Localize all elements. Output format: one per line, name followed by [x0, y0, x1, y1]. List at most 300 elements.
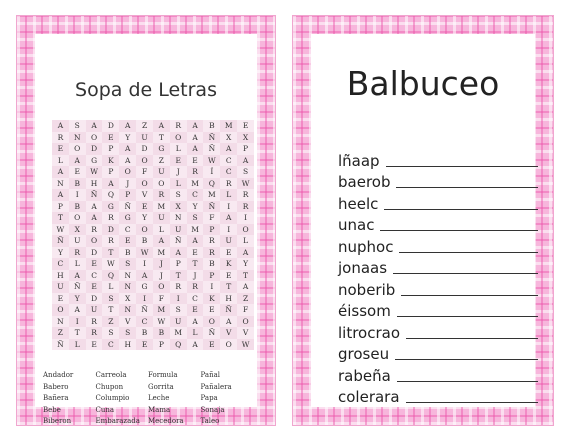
grid-cell: V	[242, 328, 249, 337]
grid-cell: O	[158, 178, 165, 188]
grid-cell: Z	[102, 316, 119, 328]
grid-cell: Q	[170, 339, 187, 351]
grid-cell: U	[220, 235, 237, 247]
grid-cell: E	[170, 155, 187, 167]
grid-cell: W	[237, 339, 254, 351]
grid-cell: J	[153, 258, 170, 270]
grid-row	[52, 166, 254, 178]
grid-cell: T	[108, 305, 114, 314]
grid-cell: U	[52, 281, 69, 293]
grid-cell: C	[220, 166, 237, 178]
grid-row	[52, 143, 254, 155]
word-list-item: Sonaja	[200, 405, 225, 414]
grid-cell: T	[102, 247, 119, 259]
grid-cell: L	[69, 339, 86, 351]
answer-line	[401, 295, 538, 296]
grid-cell: Ñ	[174, 236, 182, 245]
grid-cell: O	[225, 339, 232, 349]
grid-cell: O	[136, 224, 153, 236]
grid-cell: H	[90, 178, 98, 188]
grid-cell: A	[220, 212, 237, 224]
scramble-panel	[311, 34, 535, 407]
grid-cell: K	[203, 293, 220, 305]
grid-cell: N	[174, 213, 182, 222]
grid-cell: R	[86, 327, 103, 339]
answer-line	[384, 209, 538, 210]
answer-line	[396, 187, 538, 188]
grid-cell: J	[126, 178, 130, 188]
grid-cell: R	[209, 236, 215, 245]
scramble-row	[338, 299, 538, 321]
grid-cell: R	[108, 213, 114, 222]
scrambled-word: heelc	[338, 194, 379, 213]
grid-row	[52, 201, 254, 213]
grid-cell: E	[225, 247, 232, 257]
grid-cell: O	[90, 132, 98, 142]
scramble-row	[338, 170, 538, 192]
grid-cell: X	[170, 201, 187, 213]
grid-cell: L	[74, 259, 80, 268]
grid-cell: E	[119, 235, 136, 247]
grid-cell: A	[52, 120, 69, 132]
grid-cell: S	[102, 293, 119, 305]
grid-cell: T	[52, 212, 69, 224]
grid-cell: R	[242, 190, 249, 199]
word-list-item: Bebe	[43, 405, 61, 414]
grid-cell: P	[203, 270, 220, 282]
grid-cell: N	[124, 270, 131, 280]
grid-cell: A	[237, 155, 254, 167]
grid-cell: Z	[237, 293, 254, 305]
grid-cell: A	[225, 316, 232, 326]
grid-cell: D	[86, 143, 103, 155]
grid-cell: R	[203, 247, 220, 259]
grid-cell: M	[208, 190, 216, 199]
grid-row	[52, 304, 254, 316]
grid-cell: E	[225, 270, 232, 280]
grid-cell: E	[136, 339, 153, 351]
grid-cell: Ñ	[124, 201, 131, 211]
grid-cell: B	[69, 178, 86, 190]
grid-cell: S	[119, 327, 136, 339]
grid-cell: F	[141, 167, 148, 176]
grid-cell: Ñ	[208, 328, 216, 337]
grid-row	[52, 224, 254, 236]
grid-cell: Y	[69, 293, 86, 305]
scramble-row	[338, 148, 538, 170]
grid-cell: S	[108, 328, 114, 337]
grid-cell: C	[187, 189, 204, 201]
grid-cell: O	[237, 224, 254, 236]
grid-cell: T	[237, 270, 254, 282]
grid-cell: Ñ	[220, 304, 237, 316]
grid-cell: O	[86, 235, 103, 247]
grid-cell: R	[69, 247, 86, 259]
grid-cell: B	[124, 247, 131, 257]
grid-cell: K	[102, 155, 119, 167]
grid-cell: Y	[125, 132, 131, 142]
grid-cell: V	[220, 327, 237, 339]
word-list-item: Pañal	[200, 371, 220, 379]
grid-cell: U	[153, 166, 170, 178]
grid-cell: O	[170, 132, 187, 144]
scramble-row	[338, 234, 538, 256]
grid-cell: P	[119, 189, 136, 201]
grid-cell: O	[203, 316, 220, 328]
answer-line	[380, 230, 538, 231]
grid-cell: E	[91, 339, 97, 349]
grid-cell: A	[69, 155, 86, 167]
scrambled-word: rabeña	[338, 366, 391, 385]
grid-cell: M	[191, 224, 199, 234]
grid-cell: D	[91, 293, 98, 303]
grid-cell: G	[91, 155, 98, 165]
grid-cell: K	[220, 258, 237, 270]
grid-cell: S	[175, 305, 181, 314]
grid-cell: N	[57, 178, 64, 188]
grid-cell: Ñ	[86, 189, 103, 201]
grid-cell: S	[187, 212, 204, 224]
word-list-item: Andador	[43, 371, 74, 379]
grid-cell: N	[69, 132, 86, 144]
word-list-item: Formula	[148, 371, 178, 379]
grid-cell: I	[75, 190, 79, 199]
grid-cell: W	[86, 166, 103, 178]
grid-cell: R	[153, 189, 170, 201]
word-list-item: Pañalera	[200, 382, 232, 391]
grid-cell: A	[91, 201, 97, 211]
grid-cell: C	[102, 339, 119, 351]
grid-cell: A	[74, 305, 80, 314]
grid-cell: O	[237, 316, 254, 328]
grid-cell: C	[225, 155, 232, 165]
grid-cell: R	[175, 121, 182, 130]
grid-row	[52, 155, 254, 167]
grid-cell: O	[74, 213, 81, 222]
word-list-item: Mecedora	[148, 417, 184, 425]
answer-line	[406, 402, 538, 403]
grid-cell: P	[57, 201, 63, 211]
grid-cell: T	[187, 258, 204, 270]
scrambled-word: groseu	[338, 345, 390, 363]
grid-cell: Y	[142, 213, 148, 222]
grid-cell: S	[119, 258, 136, 270]
grid-cell: B	[153, 327, 170, 339]
grid-cell: E	[57, 293, 64, 303]
scramble-row	[338, 385, 538, 407]
grid-cell: L	[187, 327, 204, 339]
grid-cell: A	[125, 155, 131, 165]
grid-cell: R	[108, 236, 114, 245]
grid-cell: L	[220, 189, 237, 201]
grid-cell: B	[141, 328, 148, 337]
grid-cell: A	[86, 212, 103, 224]
grid-cell: A	[52, 189, 69, 201]
grid-cell: Ñ	[73, 282, 81, 291]
grid-cell: A	[119, 120, 136, 132]
grid-cell: R	[91, 316, 97, 326]
grid-cell: I	[227, 224, 231, 234]
grid-cell: G	[102, 201, 119, 213]
scramble-row	[338, 277, 538, 299]
letter-grid	[52, 120, 254, 350]
grid-cell: E	[74, 167, 80, 176]
grid-cell: G	[153, 143, 170, 155]
grid-cell: I	[210, 282, 214, 291]
grid-cell: Ñ	[203, 132, 220, 144]
grid-cell: Q	[203, 178, 220, 190]
grid-row	[52, 327, 254, 339]
grid-cell: P	[243, 144, 249, 153]
grid-cell: Z	[52, 327, 69, 339]
grid-cell: A	[170, 247, 187, 259]
grid-cell: L	[158, 224, 164, 234]
grid-cell: C	[52, 258, 69, 270]
grid-cell: P	[203, 224, 220, 236]
grid-cell: U	[86, 304, 103, 316]
scramble-row	[338, 363, 538, 385]
grid-cell: I	[227, 201, 231, 211]
grid-cell: A	[187, 143, 204, 155]
grid-cell: D	[141, 144, 148, 153]
scrambled-word: noberib	[338, 280, 396, 299]
scrambled-word: litrocrao	[338, 323, 401, 342]
grid-cell: A	[187, 120, 204, 132]
grid-cell: W	[56, 224, 65, 234]
grid-cell: E	[209, 305, 215, 314]
grid-cell: S	[175, 190, 181, 199]
grid-cell: E	[192, 247, 198, 257]
grid-cell: V	[141, 190, 148, 199]
grid-cell: A	[153, 235, 170, 247]
grid-cell: E	[102, 132, 119, 144]
grid-cell: X	[237, 132, 254, 144]
grid-cell: Ñ	[208, 144, 216, 153]
grid-cell: E	[52, 143, 69, 155]
word-list-item: Columpio	[95, 394, 130, 402]
grid-cell: H	[225, 293, 232, 303]
word-list-item: Babero	[43, 382, 69, 391]
word-list-item: Papa	[200, 394, 218, 402]
grid-cell: M	[157, 247, 166, 257]
grid-cell: W	[203, 155, 220, 167]
grid-row	[52, 189, 254, 201]
grid-cell: M	[157, 201, 166, 211]
grid-cell: R	[225, 178, 232, 188]
grid-cell: O	[119, 166, 136, 178]
grid-cell: A	[153, 120, 170, 132]
grid-cell: J	[159, 270, 163, 280]
grid-row	[52, 258, 254, 270]
grid-cell: E	[242, 121, 249, 130]
grid-cell: D	[91, 247, 98, 257]
grid-row	[52, 212, 254, 224]
grid-row	[52, 178, 254, 190]
word-list-item: Carreola	[95, 371, 127, 379]
grid-cell: O	[136, 155, 153, 167]
scramble-row	[338, 320, 538, 342]
grid-cell: P	[158, 339, 164, 349]
grid-cell: W	[157, 316, 166, 326]
grid-cell: L	[175, 144, 181, 153]
grid-cell: S	[242, 167, 249, 176]
grid-cell: A	[192, 132, 198, 142]
scramble-title: Balbuceo	[346, 64, 500, 103]
grid-cell: F	[158, 293, 164, 303]
grid-cell: M	[153, 304, 170, 316]
grid-cell: E	[187, 304, 204, 316]
grid-cell: H	[124, 339, 131, 349]
word-list-item: Gorrita	[148, 382, 174, 391]
grid-row	[52, 293, 254, 305]
grid-cell: P	[108, 144, 114, 153]
grid-cell: L	[243, 236, 249, 245]
scramble-row	[338, 213, 538, 235]
grid-cell: R	[57, 132, 64, 142]
grid-cell: E	[192, 155, 198, 165]
answer-line	[399, 252, 538, 253]
grid-cell: Z	[158, 155, 164, 165]
grid-cell: N	[119, 281, 136, 293]
word-list-item: Taleo	[200, 417, 220, 425]
word-list	[43, 370, 253, 427]
grid-cell: L	[108, 282, 114, 291]
scrambled-word: jonaas	[338, 259, 388, 277]
grid-cell: X	[226, 132, 232, 142]
grid-cell: Q	[102, 270, 119, 282]
scramble-row	[338, 342, 538, 364]
answer-line	[397, 316, 538, 317]
scramble-row	[338, 191, 538, 213]
grid-cell: D	[102, 224, 119, 236]
grid-cell: I	[136, 293, 153, 305]
grid-cell: G	[119, 212, 136, 224]
grid-cell: F	[209, 213, 215, 222]
grid-cell: Y	[57, 247, 63, 257]
grid-cell: M	[220, 120, 237, 132]
word-search-panel	[35, 34, 257, 425]
grid-cell: I	[170, 293, 187, 305]
grid-row	[52, 270, 254, 282]
grid-cell: S	[74, 121, 80, 130]
grid-cell: A	[237, 247, 254, 259]
grid-cell: Ñ	[57, 339, 64, 349]
grid-cell: W	[237, 178, 254, 190]
grid-cell: C	[192, 293, 198, 303]
grid-cell: A	[119, 143, 136, 155]
grid-cell: A	[220, 143, 237, 155]
grid-row	[52, 281, 254, 293]
scramble-card	[293, 16, 553, 425]
grid-cell: T	[158, 132, 164, 142]
grid-cell: T	[220, 281, 237, 293]
grid-cell: O	[153, 281, 170, 293]
grid-cell: Q	[107, 190, 114, 199]
grid-cell: E	[136, 201, 153, 213]
grid-cell: A	[192, 316, 198, 326]
grid-cell: I	[244, 213, 248, 222]
grid-cell: J	[176, 167, 180, 176]
grid-cell: B	[141, 236, 148, 245]
grid-cell: C	[91, 270, 97, 280]
grid-cell: R	[175, 282, 182, 291]
grid-cell: A	[187, 235, 204, 247]
grid-cell: E	[203, 339, 220, 351]
grid-cell: Ñ	[141, 305, 148, 314]
word-list-item: Chupon	[95, 382, 124, 391]
grid-cell: A	[52, 166, 69, 178]
scramble-row	[338, 256, 538, 278]
answer-line	[397, 381, 538, 382]
grid-cell: P	[175, 259, 181, 268]
grid-cell: O	[52, 304, 69, 316]
word-list-item: Cuna	[95, 405, 115, 414]
grid-cell: O	[136, 178, 153, 190]
grid-row	[52, 339, 254, 351]
grid-cell: B	[209, 259, 215, 268]
grid-row	[52, 120, 254, 132]
grid-cell: E	[86, 258, 103, 270]
grid-cell: Y	[243, 259, 249, 268]
grid-row	[52, 235, 254, 247]
grid-cell: C	[136, 316, 153, 328]
word-search-title: Sopa de Letras	[75, 79, 217, 101]
grid-cell: A	[242, 282, 249, 291]
grid-cell: M	[174, 328, 183, 337]
grid-cell: C	[124, 224, 131, 234]
grid-cell: D	[107, 121, 114, 130]
grid-cell: F	[242, 305, 249, 314]
grid-cell: E	[86, 281, 103, 293]
grid-cell: U	[170, 316, 187, 328]
word-list-item: Leche	[148, 394, 170, 402]
grid-cell: P	[108, 167, 114, 176]
grid-cell: U	[74, 236, 81, 245]
grid-cell: Z	[141, 121, 148, 130]
grid-cell: G	[141, 282, 148, 291]
grid-cell: W	[136, 247, 153, 259]
grid-cell: Y	[192, 201, 198, 211]
answer-line	[393, 273, 538, 274]
word-list-item: Biberon	[43, 417, 72, 425]
grid-cell: T	[74, 328, 80, 337]
answer-line	[395, 359, 538, 360]
grid-row	[52, 247, 254, 259]
grid-cell: T	[170, 270, 187, 282]
grid-cell: W	[107, 259, 115, 268]
grid-cell: U	[170, 224, 187, 236]
grid-cell: A	[192, 339, 198, 349]
scrambled-word: baerob	[338, 173, 391, 191]
answer-line	[386, 166, 538, 167]
grid-cell: N	[57, 316, 64, 326]
grid-cell: Ñ	[203, 201, 220, 213]
word-search-card	[17, 16, 275, 425]
grid-cell: A	[136, 270, 153, 282]
grid-cell: Í	[210, 167, 214, 176]
grid-cell: A	[86, 120, 103, 132]
scramble-list	[338, 148, 538, 406]
grid-cell: M	[191, 178, 199, 188]
grid-cell: A	[102, 178, 119, 190]
grid-cell: R	[187, 281, 204, 293]
word-list-item: Bañera	[43, 394, 69, 402]
scrambled-word: nuphoc	[338, 237, 394, 256]
grid-cell: V	[125, 316, 131, 326]
scrambled-word: éissom	[338, 302, 391, 320]
grid-cell: H	[57, 270, 64, 280]
answer-line	[406, 338, 538, 339]
